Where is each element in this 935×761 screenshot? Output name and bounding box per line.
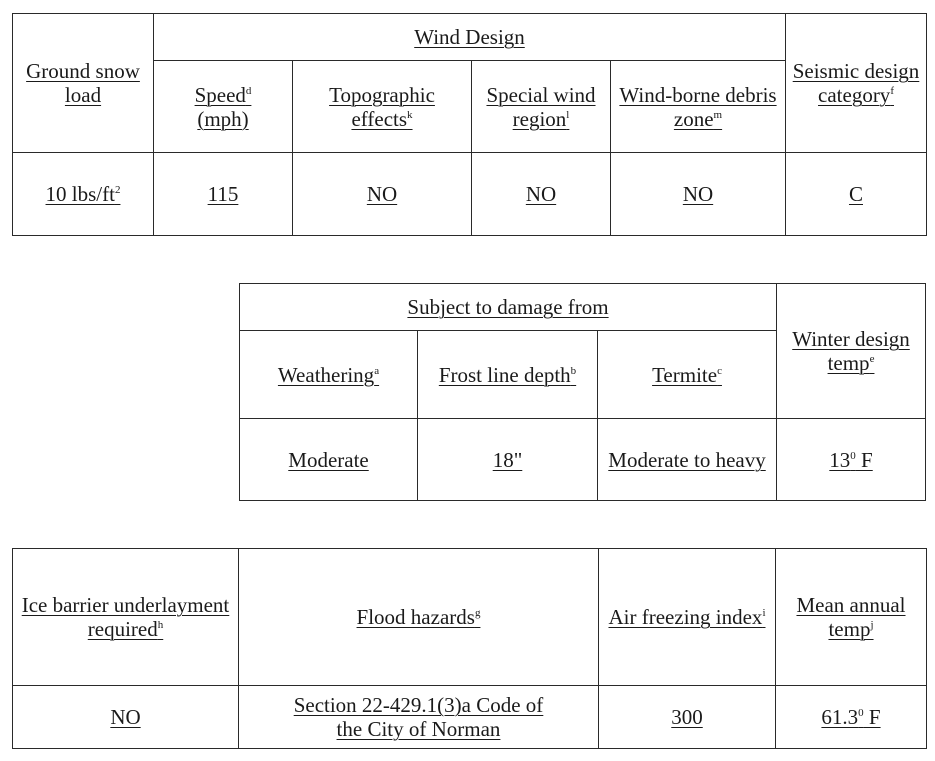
seismic-category-value: C: [786, 153, 927, 236]
air-freezing-index-value: 300: [599, 686, 776, 749]
frost-line-depth-header: Frost line depth$^b$: [418, 331, 598, 419]
ground-snow-load-value: 10 lbs/$ft^2$: [13, 153, 154, 236]
flood-hazards-value: Section 22-429.1(3)a Code of the City of Norman: [239, 686, 599, 749]
air-freezing-index-header: Air freezing index$^i$: [599, 549, 776, 686]
special-wind-region-header: Special wind region$^l$: [472, 61, 611, 153]
mean-annual-temp-value: 61.3$^0$ F: [776, 686, 927, 749]
ground-snow-load-header: Ground snow load: [13, 14, 154, 153]
topographic-effects-value: NO: [293, 153, 472, 236]
subject-to-damage-header: Subject to damage from: [240, 284, 777, 331]
climatic-table-ice-flood: [12, 548, 927, 749]
ice-barrier-value: NO: [13, 686, 239, 749]
winter-design-temp-value: $13^0$ F: [777, 419, 926, 501]
termite-value: Moderate to heavy: [598, 419, 777, 501]
termite-header: Termite$^c$: [598, 331, 777, 419]
wind-borne-debris-value: NO: [611, 153, 786, 236]
climatic-table-damage: [239, 283, 926, 501]
climatic-table-wind-seismic: [12, 13, 927, 236]
winter-design-temp-header: Winter design temp$^e$: [777, 284, 926, 419]
wind-borne-debris-header: Wind-borne debris zone$^m$: [611, 61, 786, 153]
wind-design-header: Wind Design: [154, 14, 786, 61]
special-wind-region-value: NO: [472, 153, 611, 236]
seismic-category-header: Seismic design category$^f$: [786, 14, 927, 153]
weathering-header: Weathering$^a$: [240, 331, 418, 419]
frost-line-depth-value: 18": [418, 419, 598, 501]
weathering-value: Moderate: [240, 419, 418, 501]
flood-hazards-header: Flood hazards$^g$: [239, 549, 599, 686]
mean-annual-temp-header: Mean annual temp$^j$: [776, 549, 927, 686]
wind-speed-value: 115: [154, 153, 293, 236]
topographic-effects-header: Topographic effects$^k$: [293, 61, 472, 153]
wind-speed-header: Speed$^d$ (mph): [154, 61, 293, 153]
ice-barrier-header: Ice barrier underlayment required$^h$: [13, 549, 239, 686]
